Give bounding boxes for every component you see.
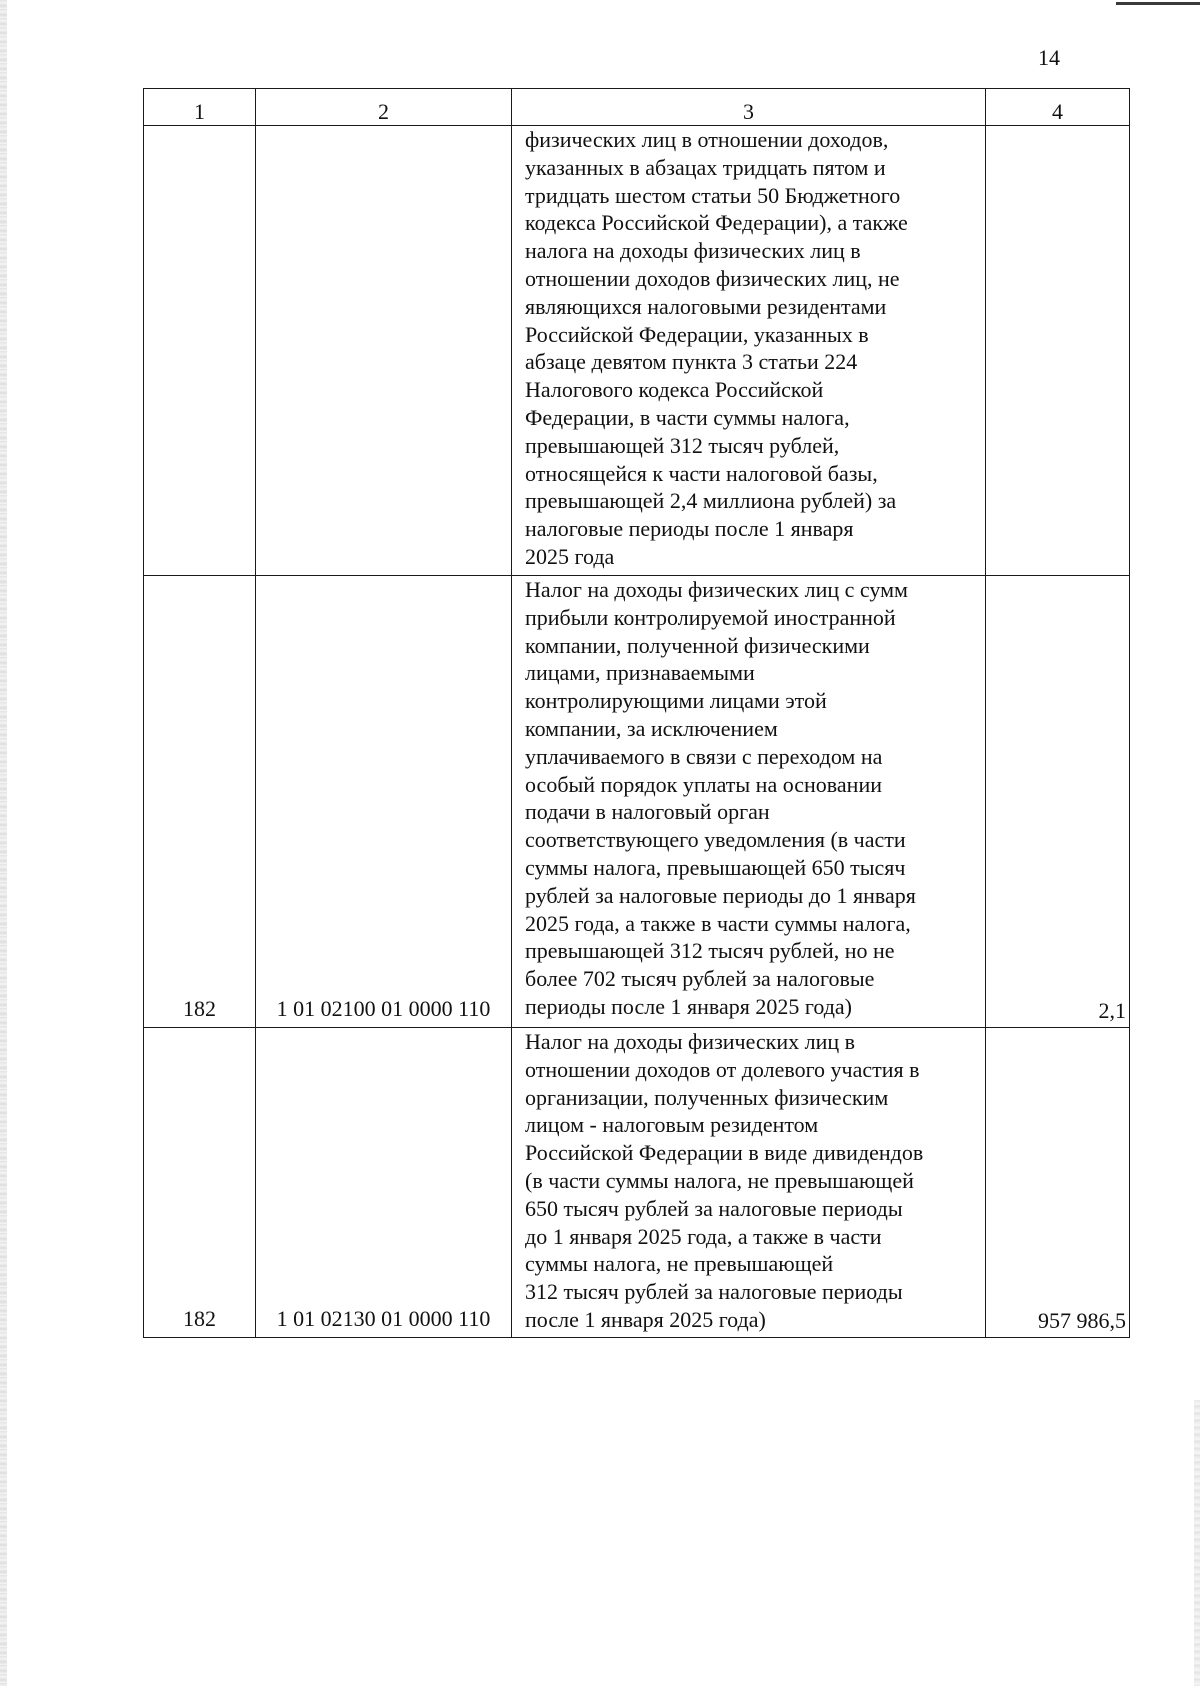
description-cell: физических лиц в отношении доходов, указанных в абзацах тридцать пятом и тридцать шестом статьи 50 Бюджетного кодекса Российской Федерации), а также налога на доходы физических лиц в отношении доходов физических лиц, не являющихся налоговыми резидентами Российской Федерации, указанных в абзаце девятом пункта 3 статьи 224 Налогового кодекса Российской Федерации, в части суммы налога, превышающей 312 тысяч рублей, относящейся к части налоговой базы, превышающей 2,4 миллиона рублей) за налоговые периоды после 1 января 2025 года xyxy=(512,126,986,576)
table-header-row xyxy=(144,89,1130,126)
amount-cell: 2,1 xyxy=(986,576,1130,1028)
table-row xyxy=(144,126,1130,576)
column-header-2: 2 xyxy=(256,89,512,126)
scan-artifact-line xyxy=(1116,2,1200,5)
budget-code-cell: 1 01 02130 01 0000 110 xyxy=(256,1028,512,1338)
admin-code-cell: 182 xyxy=(144,1028,256,1338)
revenue-table xyxy=(143,88,1130,1338)
scan-edge-right xyxy=(1194,1400,1200,1686)
budget-code-cell: 1 01 02100 01 0000 110 xyxy=(256,576,512,1028)
column-header-4: 4 xyxy=(986,89,1130,126)
admin-code-cell xyxy=(144,126,256,576)
scan-edge-left xyxy=(0,0,7,1686)
column-header-3: 3 xyxy=(512,89,986,126)
table-row xyxy=(144,1028,1130,1338)
column-header-1: 1 xyxy=(144,89,256,126)
description-cell: Налог на доходы физических лиц с сумм прибыли контролируемой иностранной компании, полученной физическими лицами, признаваемыми контролирующими лицами этой компании, за исключением уплачиваемого в связи с переходом на особый порядок уплаты на основании подачи в налоговый орган соответствующего уведомления (в части суммы налога, превышающей 650 тысяч рублей за налоговые периоды до 1 января 2025 года, а также в части суммы налога, превышающей 312 тысяч рублей, но не более 702 тысяч рублей за налоговые периоды после 1 января 2025 года) xyxy=(512,576,986,1028)
page-number: 14 xyxy=(1038,45,1060,70)
description-cell: Налог на доходы физических лиц в отношении доходов от долевого участия в организации, полученных физическим лицом - налоговым резидентом Российской Федерации в виде дивидендов (в части суммы налога, не превышающей 650 тысяч рублей за налоговые периоды до 1 января 2025 года, а также в части суммы налога, не превышающей 312 тысяч рублей за налоговые периоды после 1 января 2025 года) xyxy=(512,1028,986,1338)
budget-code-cell xyxy=(256,126,512,576)
amount-cell xyxy=(986,126,1130,576)
admin-code-cell: 182 xyxy=(144,576,256,1028)
table-row xyxy=(144,576,1130,1028)
amount-cell: 957 986,5 xyxy=(986,1028,1130,1338)
